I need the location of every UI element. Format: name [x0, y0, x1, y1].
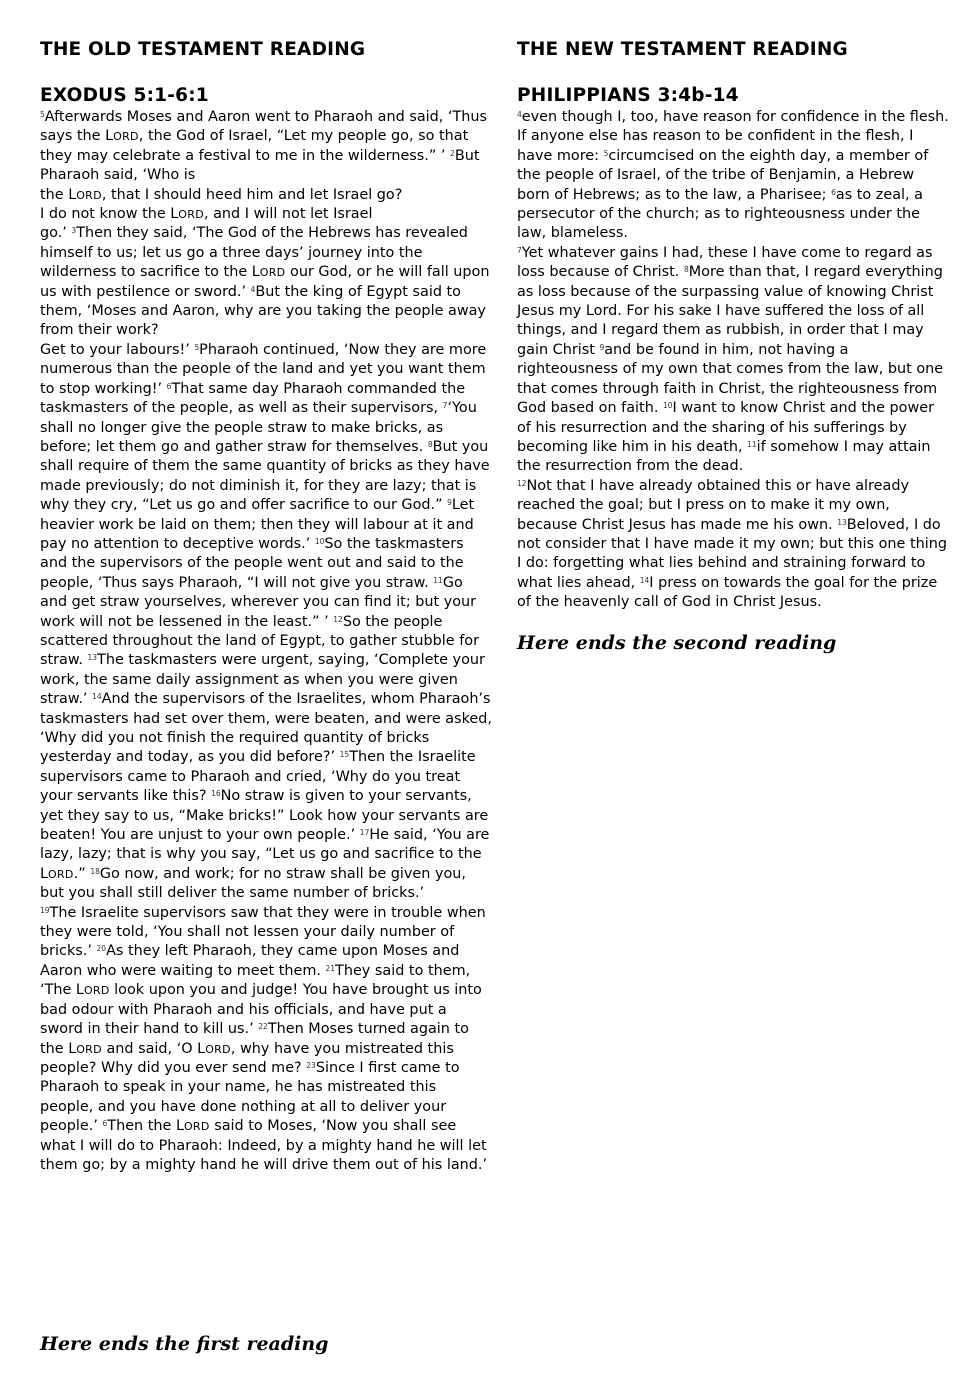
old-testament-column — [40, 38, 492, 1175]
new-testament-passage: $^4$even though I, too, have reason for confidence in the flesh. If anyone else has reason to be confident in the flesh, I have more: $^5$circumcised on the eighth day, a member of the people of Israel, of the tribe of Benjamin, a Hebrew born of Hebrews; as to the law, a Pharisee; $^6$as to zeal, a persecutor of the church; as to righteousness under the law, blameless. $^7$Yet whatever gains I had, these I have come to regard as loss because of Christ. $^8$More than that, I regard everything as loss because of the surpassing value of knowing Christ Jesus my Lord. For his sake I have suffered the loss of all things, and I regard them as rubbish, in order that I may gain Christ $^9$and be found in him, not having a righteousness of my own that comes from the law, but one that comes through faith in Christ, the righteousness from God based on faith. $^{10}$I want to know Christ and the power of his resurrection and the sharing of his sufferings by becoming like him in his death, $^{11}$if somehow I may attain the resurrection from the dead. $^{12}$Not that I have already obtained this or have already reached the goal; but I press on to make it my own, because Christ Jesus has made me his own. $^{13}$Beloved, I do not consider that I have made it my own; but this one thing I do: forgetting what lies behind and straining forward to what lies ahead, $^{14}$I press on towards the goal for the prize of the heavenly call of God in Christ Jesus. — [517, 109, 949, 611]
old-testament-ending: Here ends the first reading — [40, 1333, 329, 1355]
old-testament-reference: EXODUS 5:1-6:1 — [40, 85, 209, 106]
new-testament-ending: Here ends the second reading — [517, 631, 837, 654]
old-testament-section-title: THE OLD TESTAMENT READING — [40, 39, 366, 60]
new-testament-reference: PHILIPPIANS 3:4b-14 — [517, 85, 739, 106]
old-testament-passage: $^5$Afterwards Moses and Aaron went to Pharaoh and said, ‘Thus says the LORD, the God of Israel, “Let my people go, so that they may celebrate a festival to me in the wilderness.” ’ $^2$But Pharaoh said, ‘Who is the LORD, that I should heed him and let Israel go? I do not know the LORD, and I will not let Israel go.’ $^3$Then they said, ‘The God of the Hebrews has revealed himself to us; let us go a three days’ journey into the wilderness to sacrifice to the LORD our God, or he will fall upon us with pestilence or sword.’ $^4$But the king of Egypt said to them, ‘Moses and Aaron, why are you taking the people away from their work? Get to your labours!’ $^5$Pharaoh continued, ‘Now they are more numerous than the people of the land and yet you want them to stop working!’ $^6$That same day Pharaoh commanded the taskmasters of the people, as well as their supervisors, $^7$‘You shall no longer give the people straw to make bricks, as before; let them go and gather straw for themselves. $^8$But you shall require of them the same quantity of bricks as they have made previously; do not diminish it, for they are lazy; that is why they cry, “Let us go and offer sacrifice to our God.” $^9$Let heavier work be laid on them; then they will labour at it and pay no attention to deceptive words.’ $^{10}$So the taskmasters and the supervisors of the people went out and said to the people, ‘Thus says Pharaoh, “I will not give you straw. $^{11}$Go and get straw yourselves, wherever you can find it; but your work will not be lessened in the least.” ’ $^{12}$So the people scattered throughout the land of Egypt, to gather stubble for straw. $^{13}$The taskmasters were urgent, saying, ‘Complete your work, the same daily assignment as when you were given straw.’ $^{14}$And the supervisors of the Israelites, whom Pharaoh’s taskmasters had set over them, were beaten, and were asked, ‘Why did you not finish the required quantity of bricks yesterday and today, as you did before?’ $^{15}$Then the Israelite supervisors came to Pharaoh and cried, ‘Why do you treat your servants like this? $^{16}$No straw is given to your servants, yet they say to us, “Make bricks!” Look how your servants are beaten! You are unjust to your own people.’ $^{17}$He said, ‘You are lazy, lazy; that is why you say, “Let us go and sacrifice to the LORD.” $^{18}$Go now, and work; for no straw shall be given you, but you shall still deliver the same number of bricks.’ $^{19}$The Israelite supervisors saw that they were in trouble when they were told, ‘You shall not lessen your daily number of bricks.’ $^{20}$As they left Pharaoh, they came upon Moses and Aaron who were waiting to meet them. $^{21}$They said to them, ‘The LORD look upon you and judge! You have brought us into bad odour with Pharaoh and his officials, and have put a sword in their hand to kill us.’ $^{22}$Then Moses turned again to the LORD and said, ‘O LORD, why have you mistreated this people? Why did you ever send me? $^{23}$Since I first came to Pharaoh to speak in your name, he has mistreated this people, and you have done nothing at all to deliver your people.’ $^6$Then the LORD said to Moses, ‘Now you shall see what I will do to Pharaoh: Indeed, by a mighty hand he will let them go; by a mighty hand he will drive them out of his land.’ — [40, 109, 492, 1173]
new-testament-column — [517, 38, 949, 655]
new-testament-section-title: THE NEW TESTAMENT READING — [517, 39, 848, 60]
